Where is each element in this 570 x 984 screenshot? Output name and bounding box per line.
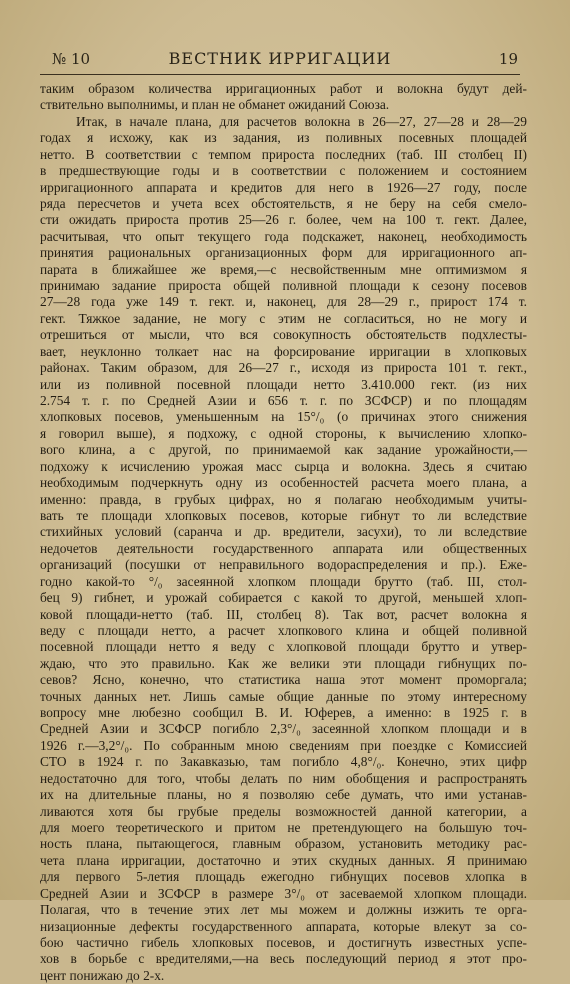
text-line: хов в борьбе с вредителями,—на весь последующий период я этот про- (40, 951, 527, 967)
text-line: низационные дефекты государственного аппарата, которые влекут за со- (40, 918, 527, 934)
text-line: принятия рациональных организационных форм для ирригационного ап- (40, 245, 527, 261)
text-line: годах я исхожу, как из задания, из поливных посевных площадей (40, 130, 527, 146)
text-line: вого клина, а с другой, по принимаемой как задание урожайности,— (40, 442, 527, 458)
article-body (40, 81, 527, 984)
text-line: принимаю задание прироста общей поливной площади к сезону посевов (40, 278, 527, 294)
text-line: 27—28 года уже 149 т. гект. и, наконец, для 28—29 г., прирост 174 т. (40, 294, 527, 310)
text-line: Полагая, что в течение этих лет мы можем и должны изжить те орга- (40, 902, 527, 918)
text-line: именно: правда, в грубых цифрах, но я полагаю необходимым учиты- (40, 491, 527, 507)
text-line: для первого 5-летия площадь ежегодно гибнущих посевов хлопка в (40, 869, 527, 885)
text-line: парата в ближайшее же время,—с несвойственным мне оптимизмом я (40, 261, 527, 277)
page-number: 19 (498, 50, 518, 68)
text-line: хлопковых посевов, уменьшенным на 15°/₀ (о причинах этого снижения (40, 409, 527, 425)
text-line: необходимым подчеркнуть одну из особенностей расчета моего плана, а (40, 475, 527, 491)
text-line: нетто. В соответствии с темпом прироста последних (таб. III столбец II) (40, 146, 527, 162)
text-line: сти ожидать прироста против 25—26 г. более, чем на 100 т. гект. Далее, (40, 212, 527, 228)
text-line: Средней Азии и ЗСФСР в размере 3°/₀ от засеваемой хлопком площади. (40, 885, 527, 901)
text-line: ждаю, что это правильно. Как же велики эти площади гибнущих по- (40, 655, 527, 671)
text-line: районах. Таким образом, для 26—27 г., исходя из прироста 101 т. гект., (40, 360, 527, 376)
text-line: в предшествующие годы и в соответствии с положением и состоянием (40, 163, 527, 179)
text-line: ирригационного аппарата и кредитов для него в 1926—27 году, после (40, 179, 527, 195)
text-line: годно какой-то °/₀ засеянной хлопком площади брутто (таб. III, стол- (40, 573, 527, 589)
journal-title: ВЕСТНИК ИРРИГАЦИИ (168, 49, 392, 68)
text-line: или из поливной посевной площади нетто 3.410.000 гект. (из них (40, 376, 527, 392)
text-line: Средней Азии и ЗСФСР погибло 2,3°/₀ засеянной хлопком площади и в (40, 721, 527, 737)
text-line: ность плана, пытающегося, главным образом, установить методику рас- (40, 836, 527, 852)
text-line: Итак, в начале плана, для расчетов волокна в 26—27, 27—28 и 28—29 (76, 113, 527, 129)
text-line: ливаются хотя бы грубые пределы возможностей данной категории, а (40, 803, 527, 819)
issue-number: № 10 (52, 50, 91, 68)
text-line: расчитывая, что опыт текущего года подскажет, наконец, необходимость (40, 228, 527, 244)
text-line: гект. Тяжкое задание, не могу с этим не согласиться, но не могу и (40, 310, 527, 326)
text-line: их на длительные планы, но я позволяю себе думать, что ими устанав- (40, 787, 527, 803)
text-line: 2.754 т. г. по Средней Азии и 656 т. г. по ЗСФСР) и по площадям (40, 393, 527, 409)
text-line: севов? Ясно, конечно, что статистика наша этот момент проморгала; (40, 672, 527, 688)
text-line: посевной площади нетто я веду с хлопковой площади брутто и утвер- (40, 639, 527, 655)
text-line: вает, неуклонно толкает нас на форсирование ирригации в хлопковых (40, 343, 527, 359)
text-line: ствительно выполнимы, и план не обманет ожиданий Союза. (40, 97, 390, 113)
text-line: цент понижаю до 2-х. (40, 967, 165, 983)
text-line: чета плана ирригации, достаточно и этих скудных данных. Я принимаю (40, 852, 527, 868)
text-line: подхожу к исчислению урожая масс сырца и волокна. Здесь я считаю (40, 458, 527, 474)
text-line: вать те площади хлопковых посевов, которые гибнут то ли вследствие (40, 507, 527, 523)
text-line: точных данных нет. Лишь самые общие данные по этому интересному (40, 688, 527, 704)
text-line: недочетов деятельности государственного аппарата или общественных (40, 540, 527, 556)
text-line: я говорил выше), я подхожу, с одной стороны, к вычислению хлопко- (40, 425, 527, 441)
text-line: веду с площади нетто, а расчет хлопкового клина и общей поливной (40, 622, 527, 638)
text-line: СТО в 1924 г. по Закавказью, там погибло 4,8°/₀. Конечно, этих цифр (40, 754, 527, 770)
text-line: ряда пересчетов и учета всех обстоятельств, я не беру на себя смело- (40, 195, 527, 211)
text-line: бец 9) гибнет, и урожай собирается с какой то другой, меньшей хлоп- (40, 590, 527, 606)
text-line: ковой площади-нетто (таб. III, столбец 8). Так вот, расчет волокна я (40, 606, 527, 622)
text-line: стихийных условий (саранча и др. вредители, засухи), то ли вследствие (40, 524, 527, 540)
text-line: бою частично гибель хлопковых посевов, и достигнуть известных успе- (40, 934, 527, 950)
text-line: таким образом количества ирригационных работ и волокна будут дей- (40, 81, 527, 96)
text-line: организаций (посушки от неправильного водораспределения и пр.). Еже- (40, 557, 527, 573)
text-line: вопросу мне любезно сообщил В. И. Юферев, а именно: в 1925 г. в (40, 705, 527, 721)
text-line: 1926 г.—3,2°/₀. По собранным мною сведениям при поездке с Комиссией (40, 737, 527, 753)
text-line: отрешиться от мысли, что вся совокупность обстоятельств подхлесты- (40, 327, 527, 343)
text-line: недостаточно для того, чтобы делать по ним обобщения и распространять (40, 770, 527, 786)
text-line: для моего теоретического и притом не претендующего на большую точ- (40, 819, 527, 835)
page-header (40, 46, 520, 75)
